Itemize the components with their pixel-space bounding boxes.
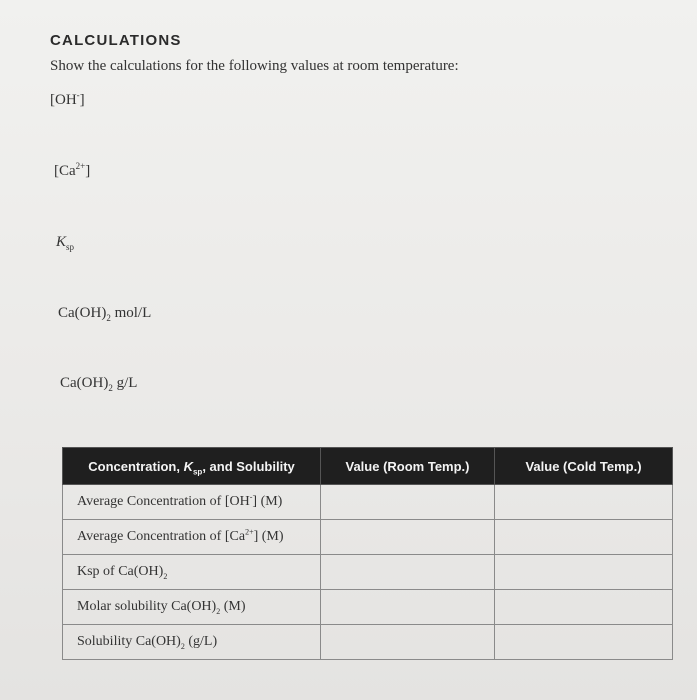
row-label-oh: Average Concentration of [OH-] (M) <box>63 485 321 520</box>
cell-cold-solubility[interactable] <box>495 625 673 660</box>
cell-cold-ca[interactable] <box>495 520 673 555</box>
header-cold-temp: Value (Cold Temp.) <box>495 448 673 485</box>
table-row <box>63 590 673 625</box>
row-label-ksp: Ksp of $Ca(OH)_2$ <box>63 555 321 590</box>
header-concentration: Concentration, $K_{sp}$, and Solubility <box>63 448 321 485</box>
header-room-temp: Value (Room Temp.) <box>321 448 495 485</box>
cell-room-solubility[interactable] <box>321 625 495 660</box>
table-header-row <box>63 448 673 485</box>
table-row <box>63 625 673 660</box>
table-row <box>63 520 673 555</box>
instruction-text: Show the calculations for the following values at room temperature: <box>50 58 459 74</box>
label-calcium: $[Ca^{2+}]$ <box>54 161 91 179</box>
label-molar-solubility: $Ca(OH)_2$ mol/L <box>58 305 152 323</box>
cell-room-oh[interactable] <box>321 485 495 520</box>
table-row <box>63 485 673 520</box>
cell-cold-molar[interactable] <box>495 590 673 625</box>
row-label-molar: Molar solubility $Ca(OH)_2$ (M) <box>63 590 321 625</box>
label-ksp: $K_{sp}$ <box>56 234 75 252</box>
cell-cold-oh[interactable] <box>495 485 673 520</box>
table-row <box>63 555 673 590</box>
cell-room-ca[interactable] <box>321 520 495 555</box>
section-heading: CALCULATIONS <box>50 32 182 49</box>
row-label-ca: Average Concentration of $[Ca^{2+}]$ (M) <box>63 520 321 555</box>
cell-room-molar[interactable] <box>321 590 495 625</box>
label-gram-solubility: $Ca(OH)_2$ g/L <box>60 375 138 393</box>
results-table <box>62 447 673 660</box>
cell-room-ksp[interactable] <box>321 555 495 590</box>
label-hydroxide: [OH-] <box>50 90 85 108</box>
row-label-solubility: Solubility $Ca(OH)_2$ (g/L) <box>63 625 321 660</box>
cell-cold-ksp[interactable] <box>495 555 673 590</box>
